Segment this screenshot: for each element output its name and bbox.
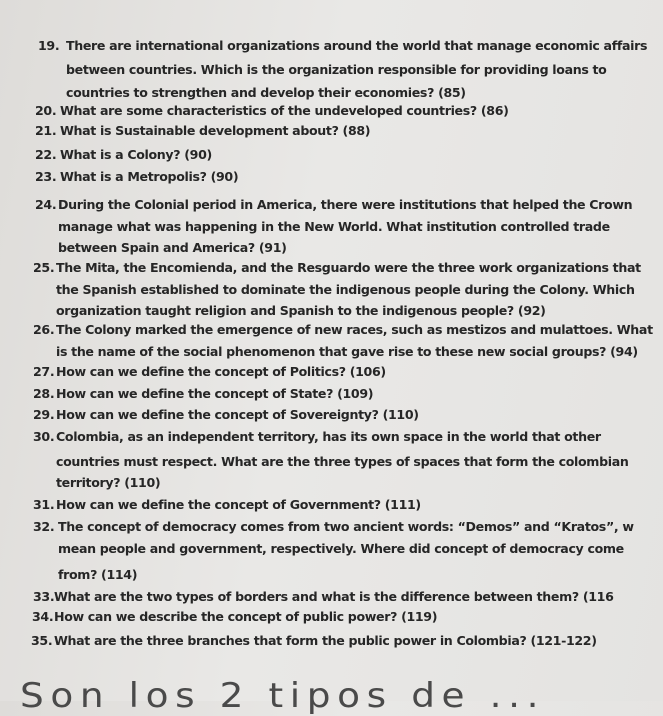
question-text-line: What are the three branches that form the public power in Colombia? (121-122) (54, 633, 597, 648)
question-text-line: How can we define the concept of State? (109) (56, 386, 374, 401)
question-number: 35. (31, 633, 53, 648)
question-text-line: mean people and government, respectively. Where did concept of democracy come (58, 541, 624, 556)
handwritten-answer: Son los 2 tipos de ... (20, 676, 546, 716)
question-text-line: manage what was happening in the New World. What institution controlled trade (58, 219, 610, 234)
question-number: 31. (33, 497, 55, 512)
question-text-line: organization taught religion and Spanish to the indigenous people? (92) (56, 303, 546, 318)
question-text-line: from? (114) (58, 567, 138, 582)
question-number: 25. (33, 260, 55, 275)
question-number: 28. (33, 386, 55, 401)
question-number: 33. (33, 589, 55, 604)
question-number: 26. (33, 322, 55, 337)
question-number: 30. (33, 429, 55, 444)
question-number: 20. (35, 103, 57, 118)
question-number: 32. (33, 519, 55, 534)
question-text-line: The concept of democracy comes from two ancient words: “Demos” and “Kratos”, w (58, 519, 634, 534)
question-text-line: the Spanish established to dominate the indigenous people during the Colony. Which (56, 282, 635, 297)
question-text-line: between countries. Which is the organization responsible for providing loans to (66, 62, 607, 77)
question-text-line: countries must respect. What are the three types of spaces that form the colombian (56, 454, 629, 469)
question-text-line: territory? (110) (56, 475, 161, 490)
question-text-line: How can we define the concept of Government? (111) (56, 497, 421, 512)
question-text-line: The Mita, the Encomienda, and the Resguardo were the three work organizations that (56, 260, 641, 275)
question-number: 29. (33, 407, 55, 422)
question-text-line: is the name of the social phenomenon that gave rise to these new social groups? (94) (56, 344, 638, 359)
question-text-line: between Spain and America? (91) (58, 240, 287, 255)
question-text-line: The Colony marked the emergence of new races, such as mestizos and mulattoes. What (56, 322, 653, 337)
question-number: 24. (35, 197, 57, 212)
question-text-line: There are international organizations around the world that manage economic affairs (66, 38, 648, 53)
question-text-line: What is a Metropolis? (90) (60, 169, 239, 184)
question-text-line: What is a Colony? (90) (60, 147, 212, 162)
question-text-line: Colombia, as an independent territory, has its own space in the world that other (56, 429, 601, 444)
question-number: 19. (38, 38, 60, 53)
question-number: 23. (35, 169, 57, 184)
question-text-line: What are some characteristics of the undeveloped countries? (86) (60, 103, 509, 118)
question-text-line: How can we define the concept of Politics? (106) (56, 364, 386, 379)
question-text-line: How can we describe the concept of public power? (119) (54, 609, 438, 624)
question-text-line: How can we define the concept of Sovereignty? (110) (56, 407, 419, 422)
question-number: 27. (33, 364, 55, 379)
question-text-line: During the Colonial period in America, there were institutions that helped the Crown (58, 197, 633, 212)
question-number: 22. (35, 147, 57, 162)
question-number: 34. (32, 609, 54, 624)
question-text-line: What are the two types of borders and what is the difference between them? (116 (54, 589, 614, 604)
question-text-line: What is Sustainable development about? (88) (60, 123, 371, 138)
question-number: 21. (35, 123, 57, 138)
question-text-line: countries to strengthen and develop their economies? (85) (66, 85, 466, 100)
